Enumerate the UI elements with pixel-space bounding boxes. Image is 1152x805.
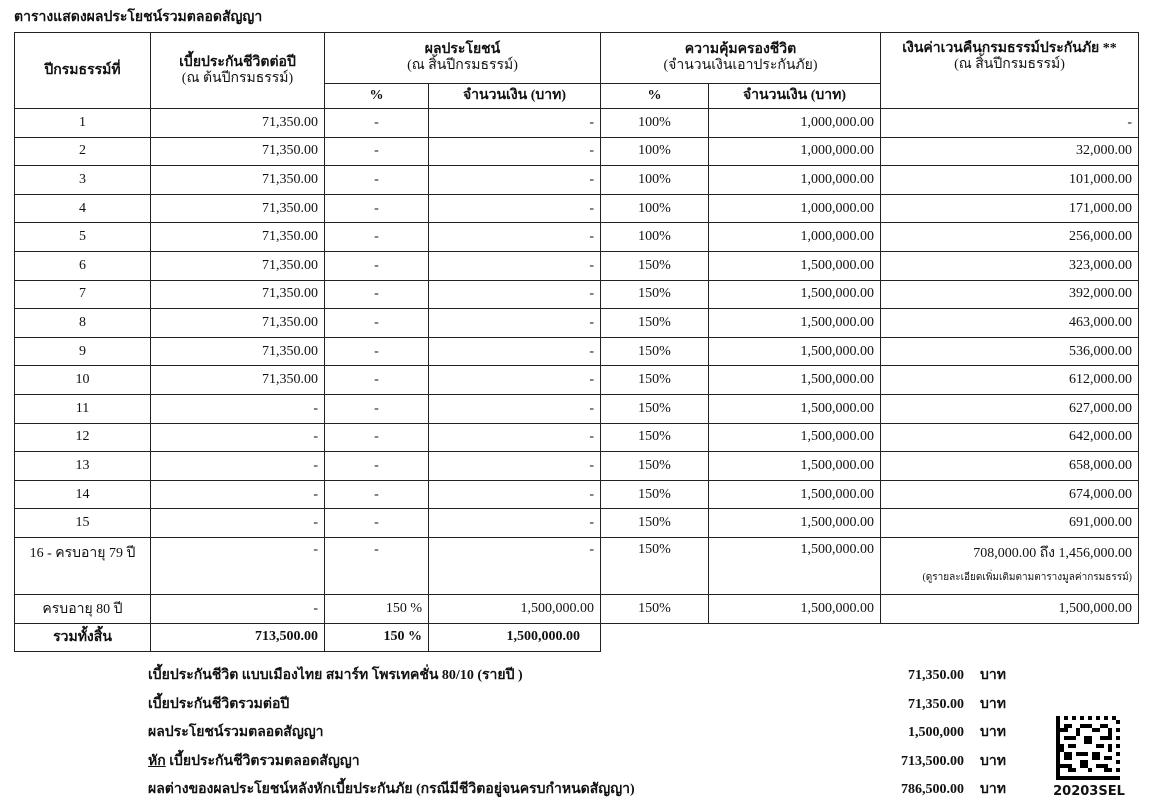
summary-row: หัก เบี้ยประกันชีวิตรวมตลอดสัญญา 713,500.00 บาท <box>148 748 1018 777</box>
cell-year: 15 <box>15 509 151 538</box>
cell-premium: - <box>151 452 325 481</box>
cell-year: 11 <box>15 394 151 423</box>
cell-year: 4 <box>15 194 151 223</box>
cell-coverage-pct: 150% <box>601 251 709 280</box>
cell-coverage-pct: 150% <box>601 594 709 623</box>
summary-row: เบี้ยประกันชีวิตรวมต่อปี 71,350.00 บาท <box>148 691 1018 720</box>
benefit-table <box>14 32 1139 652</box>
cell-benefit-pct: - <box>325 394 429 423</box>
table-row <box>15 166 1139 195</box>
cell-coverage-amount: 1,500,000.00 <box>709 509 881 538</box>
cell-premium: - <box>151 423 325 452</box>
cell-year: 1 <box>15 109 151 138</box>
summary-row: เบี้ยประกันชีวิต แบบเมืองไทย สมาร์ท โพรเทคชั่น 80/10 (รายปี ) 71,350.00 บาท <box>148 662 1018 691</box>
cell-surrender: 463,000.00 <box>881 309 1139 338</box>
cell-coverage-pct: 100% <box>601 109 709 138</box>
cell-coverage-pct: 150% <box>601 394 709 423</box>
cell-benefit-amount: - <box>429 280 601 309</box>
cell-year: 10 <box>15 366 151 395</box>
cell-surrender: 612,000.00 <box>881 366 1139 395</box>
cell-coverage-amount: 1,500,000.00 <box>709 423 881 452</box>
cell-premium: 71,350.00 <box>151 137 325 166</box>
cell-surrender: 658,000.00 <box>881 452 1139 481</box>
cell-coverage-amount: 1,500,000.00 <box>709 337 881 366</box>
cell-surrender: 101,000.00 <box>881 166 1139 195</box>
table-row <box>15 223 1139 252</box>
cell-benefit-amount: - <box>429 452 601 481</box>
cell-benefit-amount: - <box>429 366 601 395</box>
cell-premium: - <box>151 480 325 509</box>
table-row-80 <box>15 594 1139 623</box>
cell-surrender: 171,000.00 <box>881 194 1139 223</box>
cell-year: 3 <box>15 166 151 195</box>
cell-premium: 71,350.00 <box>151 223 325 252</box>
cell-premium: - <box>151 509 325 538</box>
table-row <box>15 394 1139 423</box>
cell-year: 16 - ครบอายุ 79 ปี <box>15 537 151 594</box>
total-premium: 713,500.00 <box>151 623 325 652</box>
cell-surrender: 323,000.00 <box>881 251 1139 280</box>
total-benefit-pct: 150 % <box>325 623 429 652</box>
cell-premium: 71,350.00 <box>151 309 325 338</box>
cell-benefit-amount: - <box>429 109 601 138</box>
cell-surrender: 642,000.00 <box>881 423 1139 452</box>
cell-premium: - <box>151 537 325 594</box>
cell-surrender: - <box>881 109 1139 138</box>
header-benefit-pct: % <box>325 84 429 109</box>
cell-coverage-amount: 1,500,000.00 <box>709 309 881 338</box>
summary-row: ผลต่างของผลประโยชน์หลังหักเบี้ยประกันภัย (กรณีมีชีวิตอยู่จนครบกำหนดสัญญา) 786,500.00 บาท <box>148 776 1018 805</box>
cell-year: 13 <box>15 452 151 481</box>
cell-premium: - <box>151 394 325 423</box>
cell-coverage-pct: 150% <box>601 452 709 481</box>
cell-coverage-pct: 100% <box>601 194 709 223</box>
cell-benefit-pct: - <box>325 194 429 223</box>
cell-benefit-amount: - <box>429 537 601 594</box>
cell-year: 8 <box>15 309 151 338</box>
table-body <box>15 109 1139 538</box>
datamatrix-code-icon <box>1056 716 1120 780</box>
surrender-note: (ดูรายละเอียดเพิ่มเติมตามตารางมูลค่ากรมธรรม์) <box>922 571 1132 583</box>
total-benefit-amount: 1,500,000.00 <box>429 623 601 652</box>
cell-surrender: 674,000.00 <box>881 480 1139 509</box>
cell-coverage-pct: 150% <box>601 480 709 509</box>
cell-benefit-amount: 1,500,000.00 <box>429 594 601 623</box>
cell-benefit-pct: - <box>325 452 429 481</box>
cell-coverage-amount: 1,000,000.00 <box>709 109 881 138</box>
cell-benefit-amount: - <box>429 480 601 509</box>
table-row <box>15 194 1139 223</box>
summary-amount: 786,500.00 <box>901 782 964 797</box>
header-coverage-pct: % <box>601 84 709 109</box>
cell-premium: 71,350.00 <box>151 280 325 309</box>
cell-surrender: 708,000.00 ถึง 1,456,000.00 (ดูรายละเอียดเพิ่มเติมตามตารางมูลค่ากรมธรรม์) <box>881 537 1139 594</box>
cell-surrender: 1,500,000.00 <box>881 594 1139 623</box>
cell-benefit-pct: - <box>325 337 429 366</box>
cell-benefit-pct: - <box>325 480 429 509</box>
cell-benefit-amount: - <box>429 509 601 538</box>
cell-benefit-pct: - <box>325 509 429 538</box>
cell-benefit-pct: - <box>325 423 429 452</box>
table-row <box>15 109 1139 138</box>
cell-benefit-pct: - <box>325 251 429 280</box>
cell-coverage-amount: 1,000,000.00 <box>709 194 881 223</box>
cell-coverage-amount: 1,500,000.00 <box>709 280 881 309</box>
cell-benefit-pct: 150 % <box>325 594 429 623</box>
header-year: ปีกรมธรรม์ที่ <box>15 33 151 109</box>
cell-year: 2 <box>15 137 151 166</box>
table-row <box>15 423 1139 452</box>
total-label: รวมทั้งสิ้น <box>15 623 151 652</box>
cell-benefit-pct: - <box>325 280 429 309</box>
cell-year: 14 <box>15 480 151 509</box>
header-benefit-amount: จำนวนเงิน (บาท) <box>429 84 601 109</box>
cell-benefit-amount: - <box>429 423 601 452</box>
cell-coverage-pct: 100% <box>601 166 709 195</box>
cell-benefit-pct: - <box>325 166 429 195</box>
cell-surrender: 691,000.00 <box>881 509 1139 538</box>
cell-coverage-pct: 100% <box>601 137 709 166</box>
cell-premium: 71,350.00 <box>151 366 325 395</box>
cell-year: 9 <box>15 337 151 366</box>
cell-benefit-amount: - <box>429 309 601 338</box>
table-row <box>15 251 1139 280</box>
table-row <box>15 337 1139 366</box>
cell-premium: 71,350.00 <box>151 251 325 280</box>
table-row-total <box>15 623 1139 652</box>
cell-coverage-amount: 1,500,000.00 <box>709 394 881 423</box>
cell-benefit-pct: - <box>325 537 429 594</box>
cell-benefit-pct: - <box>325 309 429 338</box>
cell-coverage-pct: 100% <box>601 223 709 252</box>
cell-coverage-pct: 150% <box>601 309 709 338</box>
summary-amount: 713,500.00 <box>901 753 964 769</box>
cell-coverage-amount: 1,000,000.00 <box>709 223 881 252</box>
table-row <box>15 452 1139 481</box>
cell-year: 7 <box>15 280 151 309</box>
cell-benefit-amount: - <box>429 394 601 423</box>
header-premium: เบี้ยประกันชีวิตต่อปี (ณ ต้นปีกรมธรรม์) <box>151 33 325 109</box>
header-surrender: เงินค่าเวนคืนกรมธรรม์ประกันภัย ** (ณ สิ้นปีกรมธรรม์) <box>881 33 1139 109</box>
summary-amount: 71,350.00 <box>908 696 964 712</box>
cell-surrender: 392,000.00 <box>881 280 1139 309</box>
cell-year: 6 <box>15 251 151 280</box>
cell-surrender: 32,000.00 <box>881 137 1139 166</box>
header-coverage-amount: จำนวนเงิน (บาท) <box>709 84 881 109</box>
cell-benefit-pct: - <box>325 137 429 166</box>
cell-surrender: 627,000.00 <box>881 394 1139 423</box>
cell-coverage-pct: 150% <box>601 537 709 594</box>
cell-coverage-amount: 1,500,000.00 <box>709 366 881 395</box>
cell-benefit-pct: - <box>325 223 429 252</box>
cell-benefit-amount: - <box>429 251 601 280</box>
cell-benefit-amount: - <box>429 166 601 195</box>
cell-coverage-pct: 150% <box>601 280 709 309</box>
cell-coverage-amount: 1,500,000.00 <box>709 537 881 594</box>
cell-year: 5 <box>15 223 151 252</box>
cell-benefit-amount: - <box>429 337 601 366</box>
cell-benefit-amount: - <box>429 194 601 223</box>
cell-premium: 71,350.00 <box>151 109 325 138</box>
table-row <box>15 280 1139 309</box>
cell-premium: 71,350.00 <box>151 166 325 195</box>
summary-row: ผลประโยชน์รวมตลอดสัญญา 1,500,000 บาท <box>148 719 1018 748</box>
cell-coverage-amount: 1,000,000.00 <box>709 166 881 195</box>
summary-amount: 1,500,000 <box>908 725 964 740</box>
cell-benefit-pct: - <box>325 366 429 395</box>
cell-premium: - <box>151 594 325 623</box>
cell-surrender: 256,000.00 <box>881 223 1139 252</box>
cell-surrender: 536,000.00 <box>881 337 1139 366</box>
header-coverage: ความคุ้มครองชีวิต (จำนวนเงินเอาประกันภัย) <box>601 33 881 84</box>
cell-benefit-amount: - <box>429 137 601 166</box>
summary-amount: 71,350.00 <box>908 668 964 683</box>
summary-section <box>148 662 1018 805</box>
cell-coverage-amount: 1,500,000.00 <box>709 480 881 509</box>
table-row <box>15 509 1139 538</box>
table-row <box>15 366 1139 395</box>
table-row <box>15 137 1139 166</box>
cell-benefit-amount: - <box>429 223 601 252</box>
cell-benefit-pct: - <box>325 109 429 138</box>
cell-coverage-pct: 150% <box>601 337 709 366</box>
cell-coverage-pct: 150% <box>601 423 709 452</box>
cell-premium: 71,350.00 <box>151 194 325 223</box>
cell-coverage-amount: 1,000,000.00 <box>709 137 881 166</box>
cell-coverage-pct: 150% <box>601 509 709 538</box>
cell-coverage-amount: 1,500,000.00 <box>709 452 881 481</box>
table-row-16 <box>15 537 1139 594</box>
table-row <box>15 309 1139 338</box>
page-title: ตารางแสดงผลประโยชน์รวมตลอดสัญญา <box>14 10 263 25</box>
table-row <box>15 480 1139 509</box>
cell-premium: 71,350.00 <box>151 337 325 366</box>
code-label: 20203SEL <box>1053 784 1125 799</box>
cell-year: ครบอายุ 80 ปี <box>15 594 151 623</box>
cell-year: 12 <box>15 423 151 452</box>
cell-coverage-amount: 1,500,000.00 <box>709 594 881 623</box>
header-benefit: ผลประโยชน์ (ณ สิ้นปีกรมธรรม์) <box>325 33 601 84</box>
cell-coverage-amount: 1,500,000.00 <box>709 251 881 280</box>
cell-coverage-pct: 150% <box>601 366 709 395</box>
